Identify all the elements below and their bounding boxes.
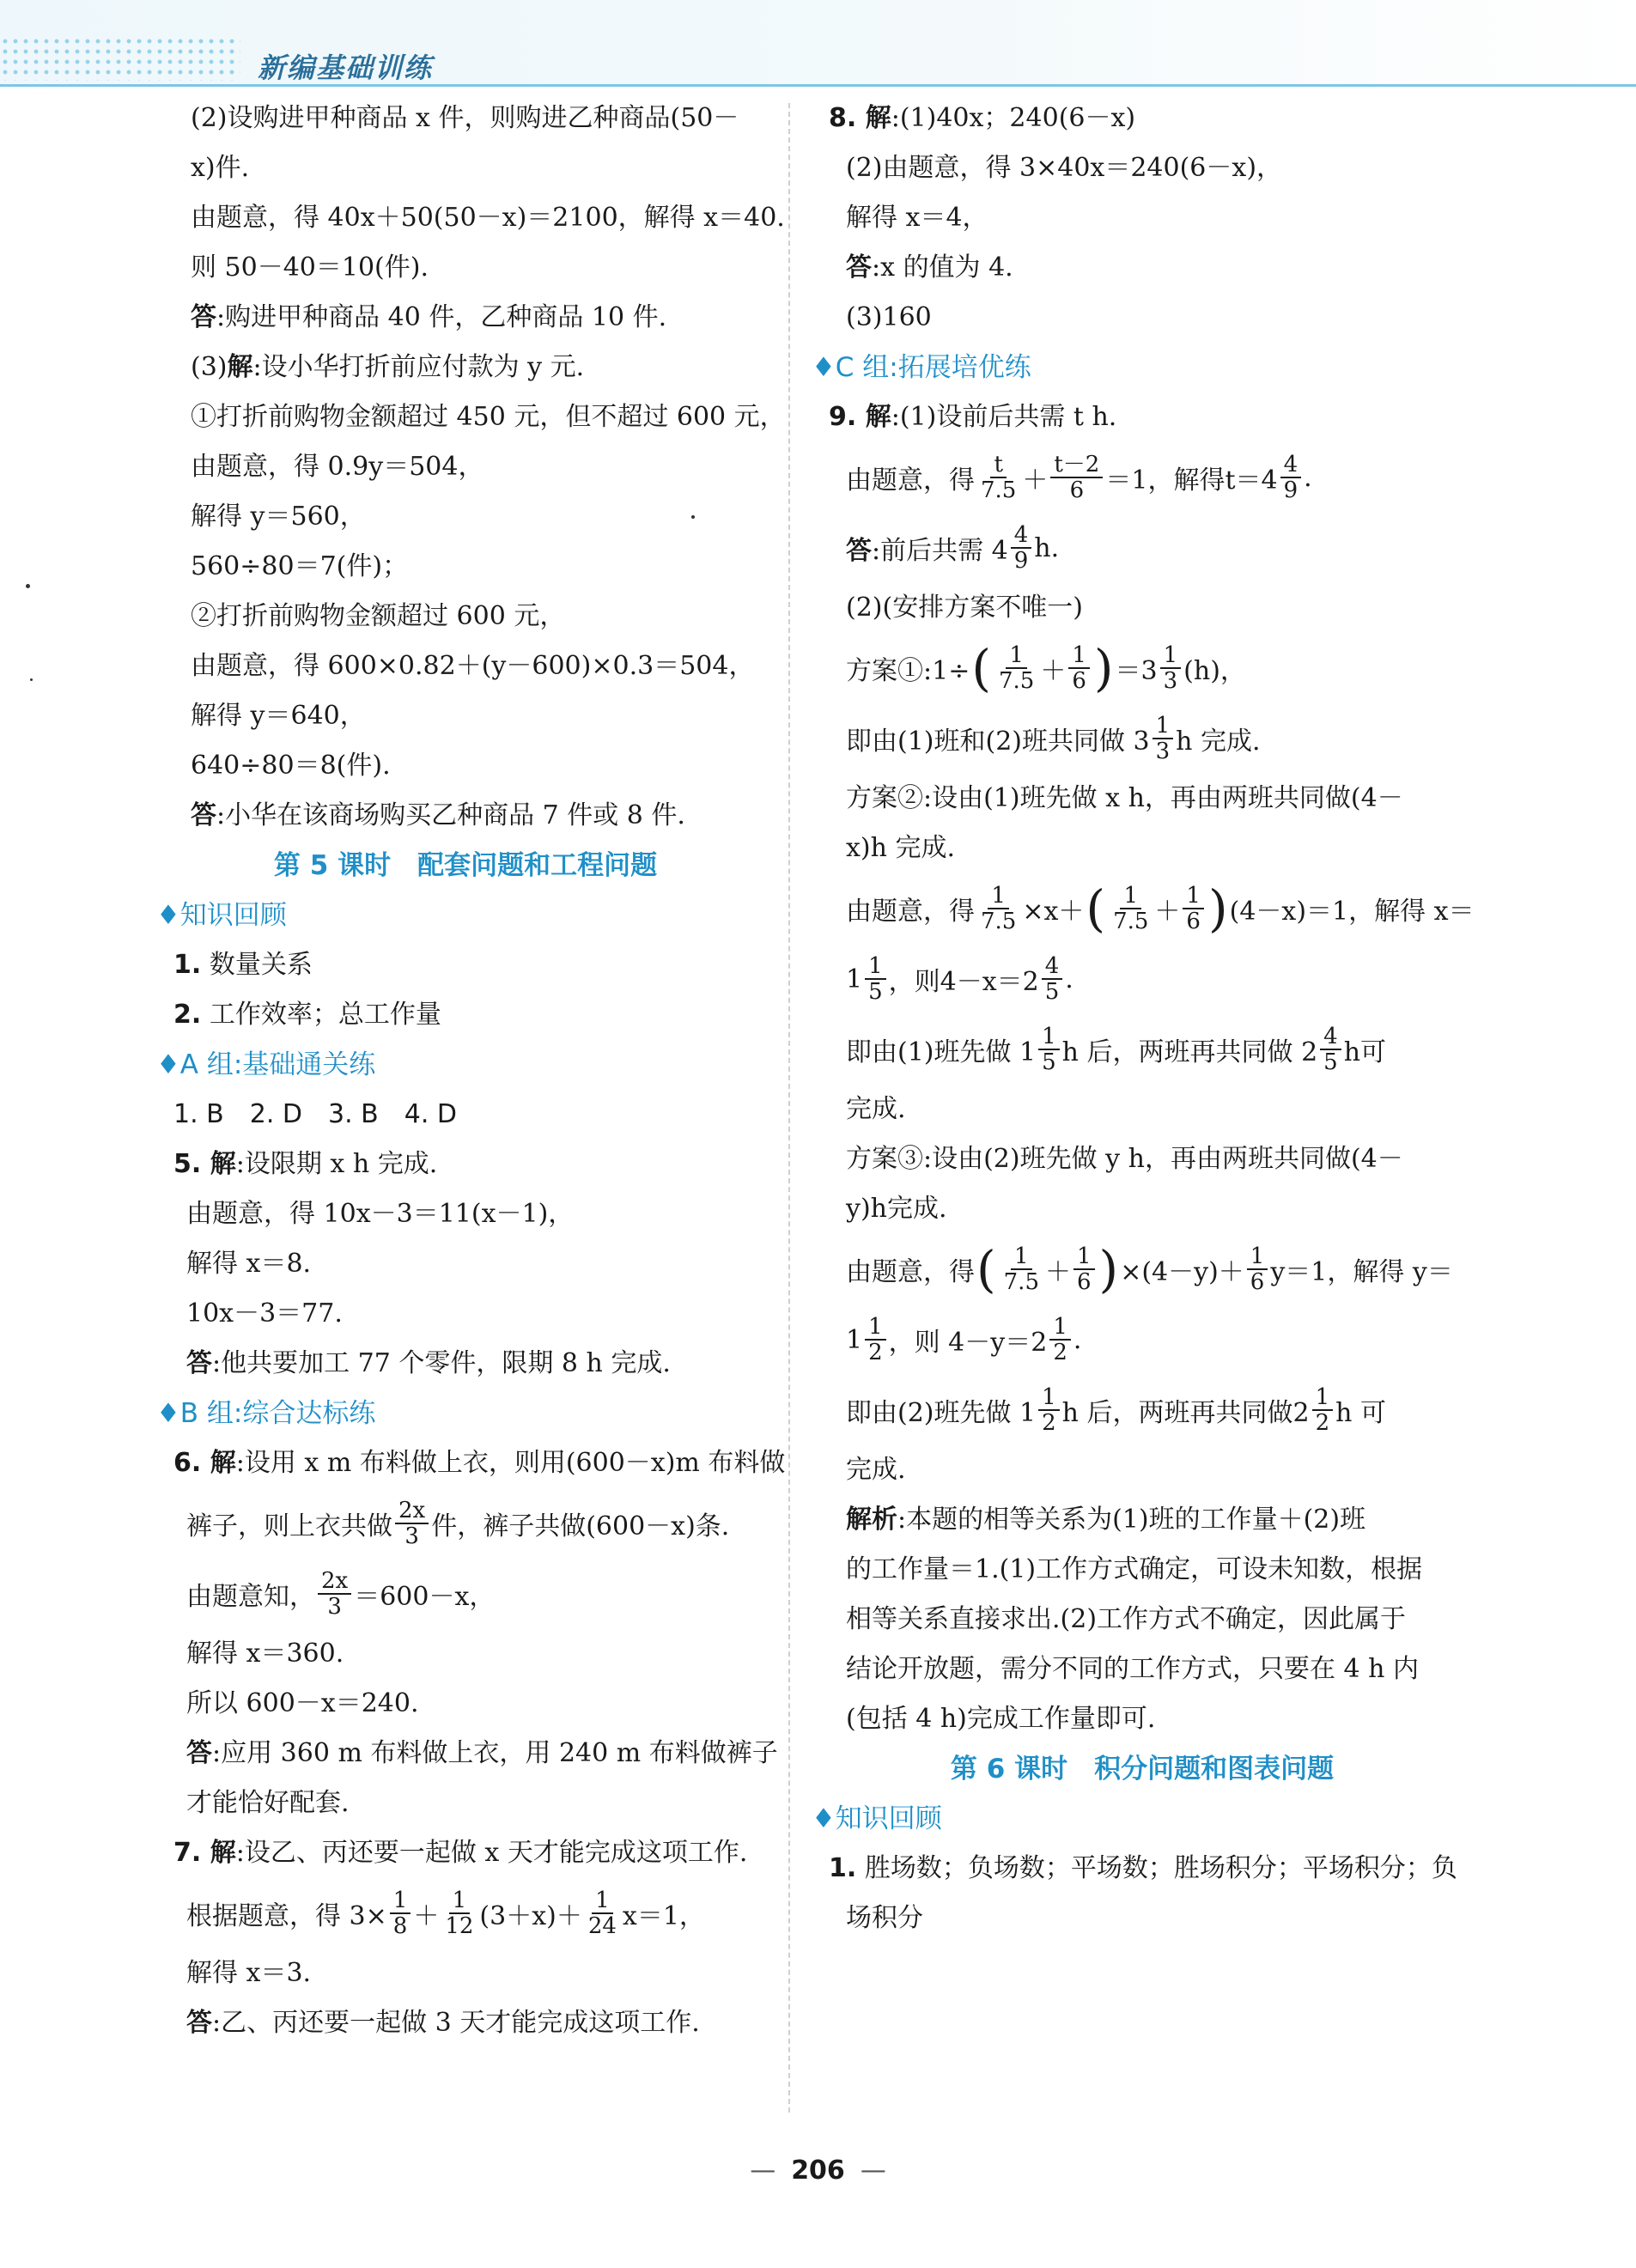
answer-label: 答 — [186, 2008, 212, 2038]
item-number: 1. — [173, 950, 202, 980]
denominator: 3 — [327, 1594, 342, 1620]
answer-text: :应用 360 m 布料做上衣，用 240 m 布料做裤子 — [212, 1738, 778, 1768]
section-heading-review: ♦知识回顾 — [156, 900, 287, 931]
denominator: 3 — [404, 1523, 419, 1549]
text-line — [812, 1024, 1473, 1075]
text-segment: x＝1， — [622, 1901, 705, 1931]
analysis-label: 解析 — [846, 1505, 897, 1535]
analysis-line: 的工作量＝1.(1)工作方式确定，可设未知数，根据 — [846, 1554, 1423, 1584]
numerator: 1 — [1183, 884, 1204, 909]
answer-label: 答 — [846, 252, 872, 283]
text-line — [812, 953, 1473, 1005]
numerator: 1 — [1152, 714, 1174, 739]
numerator: 1 — [1247, 1244, 1268, 1270]
analysis-line: 结论开放题，需分不同的工作方式，只要在 4 h 内 — [846, 1654, 1420, 1684]
numerator: 1 — [1068, 643, 1090, 669]
list-item — [812, 1853, 1473, 1884]
answer-label: 答 — [186, 1348, 212, 1378]
answer-list: 1. B 2. D 3. B 4. D — [173, 1099, 457, 1129]
answer-label: 答 — [191, 800, 216, 830]
text-line: 所以 600－x＝240. — [186, 1688, 419, 1718]
text-line: 才能恰好配套. — [186, 1788, 350, 1818]
text-segment: ＋ — [1022, 465, 1049, 496]
question-line — [812, 103, 1473, 134]
left-column — [156, 103, 786, 2058]
text-segment: :前后共需 4 — [872, 536, 1008, 566]
text-line: (3)160 — [846, 302, 932, 332]
text-line — [812, 879, 1475, 938]
section-heading-group-b: ♦B 组:综合达标练 — [156, 1398, 376, 1429]
fraction — [1320, 1025, 1341, 1074]
denominator: 7.5 — [981, 477, 1017, 503]
part-label: (3) — [191, 352, 228, 382]
list-item — [156, 950, 775, 981]
right-paren: ) — [1207, 879, 1228, 938]
analysis-line: 相等关系直接求出.(2)工作方式不确定，因此属于 — [846, 1604, 1407, 1634]
question-number: 7. — [173, 1838, 202, 1868]
scan-speck — [30, 678, 33, 681]
item-text: 数量关系 — [201, 950, 313, 980]
numerator: 1 — [865, 1315, 886, 1341]
text-segment: 1 — [846, 964, 863, 994]
numerator: 1 — [1006, 643, 1027, 669]
answer-label: 答 — [191, 302, 216, 332]
text-line: 场积分 — [846, 1903, 923, 1933]
text-line: 解得 x＝8. — [186, 1249, 312, 1279]
text-line: 由题意，得 10x－3＝11(x－1)， — [186, 1199, 575, 1229]
question-number: 5. — [173, 1149, 202, 1179]
answer-line — [156, 800, 775, 831]
text-line: ①打折前购物金额超过 450 元，但不超过 600 元， — [191, 402, 786, 432]
numerator: 1 — [592, 1888, 613, 1914]
right-column — [812, 103, 1473, 1953]
text-line: 由题意，得 0.9y＝504， — [191, 452, 484, 482]
text-line: (2)设购进甲种商品 x 件，则购进乙种商品(50－ — [191, 103, 739, 133]
fraction — [1068, 643, 1090, 693]
numerator: 1 — [1312, 1385, 1334, 1411]
text-line: 解得 y＝560， — [191, 502, 366, 532]
text-segment: ，则 4－y＝2 — [888, 1328, 1048, 1358]
solution-text: :(1)40x；240(6－x) — [891, 103, 1136, 133]
numerator: 4 — [1042, 954, 1063, 980]
solution-label: 解 — [227, 352, 253, 382]
analysis-line: (包括 4 h)完成工作量即可. — [846, 1704, 1156, 1734]
plan-2-line: 方案②:设由(1)班先做 x h，再由两班共同做(4－ — [846, 783, 1403, 813]
text-segment: ＋ — [413, 1901, 440, 1931]
fraction — [1073, 1244, 1095, 1294]
fraction — [1312, 1385, 1334, 1435]
text-segment: . — [1304, 462, 1312, 493]
text-segment: 方案①:1÷ — [846, 656, 970, 686]
page-number — [0, 2156, 1636, 2186]
section-heading-group-c: ♦C 组:拓展培优练 — [812, 352, 1031, 383]
text-line — [812, 1240, 1473, 1298]
fraction — [865, 1315, 886, 1365]
text-line — [812, 1384, 1473, 1436]
answer-text: :乙、丙还要一起做 3 天才能完成这项工作. — [212, 2008, 700, 2038]
text-segment: ＋ — [1154, 897, 1181, 927]
text-segment: h可 — [1343, 1037, 1387, 1067]
item-text: 工作效率；总工作量 — [201, 1000, 441, 1030]
denominator: 6 — [1069, 477, 1085, 503]
question-line — [156, 1838, 775, 1869]
text-line: ②打折前购物金额超过 600 元， — [191, 601, 566, 631]
numerator: 1 — [390, 1888, 411, 1914]
page-dash: — — [750, 2156, 776, 2186]
text-segment: 1 — [846, 1324, 863, 1355]
item-number: 1. — [829, 1853, 857, 1883]
question-line — [156, 1149, 775, 1180]
text-line: 解得 x＝4， — [846, 203, 988, 233]
text-segment: (3＋x)＋ — [479, 1901, 582, 1931]
text-line: (2)(安排方案不唯一) — [846, 593, 1083, 623]
fraction — [1183, 884, 1204, 933]
denominator: 2 — [1042, 1410, 1056, 1436]
denominator: 9 — [1013, 548, 1029, 574]
fraction — [441, 1888, 477, 1938]
lesson-title-5: 第 5 课时 配套问题和工程问题 — [273, 850, 658, 881]
denominator: 5 — [1044, 979, 1060, 1005]
fraction — [1110, 884, 1152, 933]
numerator: 2x — [318, 1569, 351, 1595]
answer-text: :购进甲种商品 40 件，乙种商品 10 件. — [216, 302, 667, 332]
solution-text: :设小华打折前应付款为 y 元. — [252, 352, 585, 382]
right-paren: ) — [1093, 639, 1114, 697]
header-band — [0, 0, 1636, 87]
question-line — [156, 1448, 786, 1479]
section-heading-group-a: ♦A 组:基础通关练 — [156, 1049, 376, 1080]
numerator: t — [990, 453, 1006, 478]
answer-text: :他共要加工 77 个零件，限期 8 h 完成. — [212, 1348, 671, 1378]
text-segment: ＝3 — [1115, 656, 1158, 686]
answer-line — [156, 2008, 775, 2039]
solution-label: 解 — [201, 1838, 236, 1868]
denominator: 5 — [1042, 1049, 1056, 1075]
text-segment: 即由(2)班先做 1 — [846, 1398, 1037, 1428]
item-text: 胜场数；负场数；平场数；胜场积分；平场积分；负 — [856, 1853, 1457, 1883]
text-segment: . — [1073, 1324, 1082, 1355]
page-dash: — — [860, 2156, 886, 2186]
denominator: 7.5 — [981, 909, 1017, 934]
text-line: 完成. — [846, 1094, 906, 1124]
answer-line — [812, 522, 1473, 574]
fraction — [977, 884, 1019, 933]
text-segment: h 后，两班再共同做2 — [1061, 1398, 1310, 1428]
text-line — [156, 1498, 775, 1549]
denominator: 7.5 — [998, 668, 1035, 694]
text-segment: ×x＋ — [1022, 897, 1085, 927]
text-line: 解得 y＝640， — [191, 701, 366, 731]
numerator: 1 — [1038, 1025, 1060, 1050]
fraction — [1160, 643, 1182, 693]
header-dot-pattern — [0, 36, 240, 81]
analysis-text: :本题的相等关系为(1)班的工作量＋(2)班 — [897, 1505, 1366, 1535]
denominator: 7.5 — [1003, 1269, 1039, 1295]
denominator: 3 — [1155, 739, 1171, 764]
numerator: 1 — [865, 954, 886, 980]
text-segment: 由题意，得 — [846, 1257, 975, 1287]
denominator: 7.5 — [1113, 909, 1149, 934]
denominator: 2 — [868, 1340, 883, 1365]
scan-speck — [26, 584, 30, 588]
text-segment: (4－x)＝1，解得 x＝ — [1229, 897, 1475, 927]
text-line: x)h 完成. — [846, 833, 956, 863]
text-line: (2)由题意，得 3×40x＝240(6－x)， — [846, 153, 1283, 183]
text-segment: 根据题意，得 3× — [186, 1901, 387, 1931]
text-segment: ＝1，解得t＝4 — [1105, 465, 1278, 496]
numerator: 1 — [449, 1888, 471, 1914]
solution-text: :设乙、丙还要一起做 x 天才能完成这项工作. — [235, 1838, 748, 1868]
text-segment: ，则4－x＝2 — [888, 967, 1039, 997]
text-segment: 即由(1)班先做 1 — [846, 1037, 1037, 1067]
text-segment: ＋ — [1045, 1257, 1071, 1287]
solution-label: 解 — [856, 402, 891, 432]
lesson-title-6: 第 6 课时 积分问题和图表问题 — [950, 1754, 1335, 1785]
fraction — [395, 1499, 429, 1548]
text-segment: 由题意知， — [186, 1582, 315, 1612]
numerator: 1 — [1038, 1385, 1060, 1411]
fraction — [1038, 1025, 1060, 1074]
text-segment: 件，裤子共做(600－x)条. — [431, 1511, 730, 1541]
text-segment: 由题意，得 — [846, 465, 975, 496]
fraction — [1038, 1385, 1060, 1435]
text-line — [812, 713, 1473, 764]
denominator: 24 — [587, 1913, 617, 1939]
question-line — [812, 402, 1473, 433]
denominator: 6 — [1250, 1269, 1265, 1295]
list-item — [156, 1000, 775, 1031]
solution-label: 解 — [201, 1149, 236, 1179]
text-segment: y＝1，解得 y＝ — [1270, 1257, 1453, 1287]
solution-text: :(1)设前后共需 t h. — [891, 402, 1117, 432]
text-line: 560÷80＝7(件)； — [191, 551, 409, 581]
fraction — [865, 954, 886, 1004]
answer-text: :小华在该商场购买乙种商品 7 件或 8 件. — [216, 800, 685, 830]
text-segment: h 完成. — [1176, 727, 1261, 757]
answer-line — [156, 1738, 778, 1769]
fraction — [1011, 523, 1032, 573]
solution-label: 解 — [856, 103, 891, 133]
header-title: 新编基础训练 — [258, 52, 434, 84]
text-segment: h. — [1034, 532, 1060, 563]
denominator: 6 — [1077, 1269, 1092, 1295]
numerator: 1 — [1073, 1244, 1095, 1270]
fraction — [585, 1888, 620, 1938]
analysis-line — [812, 1505, 1473, 1535]
denominator: 6 — [1186, 909, 1201, 934]
answer-line — [812, 252, 1473, 283]
text-segment: 即由(1)班和(2)班共同做 3 — [846, 727, 1150, 757]
text-line: 640÷80＝8(件). — [191, 751, 391, 781]
question-number: 9. — [829, 402, 857, 432]
text-line — [812, 452, 1473, 503]
fraction — [1050, 453, 1103, 502]
denominator: 6 — [1072, 668, 1086, 694]
answer-label: 答 — [186, 1738, 212, 1768]
answer-line — [156, 1348, 775, 1379]
column-divider — [788, 103, 790, 2113]
fraction — [1042, 954, 1063, 1004]
section-heading-review: ♦知识回顾 — [812, 1803, 942, 1834]
fraction — [995, 643, 1037, 693]
text-line: x)件. — [191, 153, 250, 183]
denominator: 2 — [1315, 1410, 1330, 1436]
text-segment: h 后，两班再共同做 2 — [1061, 1037, 1318, 1067]
text-line: 则 50－40＝10(件). — [191, 252, 429, 283]
denominator: 12 — [445, 1913, 474, 1939]
fraction — [1280, 453, 1302, 502]
numerator: 1 — [1160, 643, 1182, 669]
denominator: 9 — [1283, 477, 1298, 503]
question-number: 6. — [173, 1448, 202, 1478]
denominator: 3 — [1163, 668, 1178, 694]
text-line — [156, 1888, 775, 1939]
text-segment: h 可 — [1335, 1398, 1387, 1428]
denominator: 2 — [1053, 1340, 1067, 1365]
plan-1-line — [812, 639, 1473, 697]
fraction — [1247, 1244, 1268, 1294]
text-line: 由题意，得 40x＋50(50－x)＝2100，解得 x＝40. — [191, 203, 785, 233]
left-paren: ( — [1086, 879, 1106, 938]
text-segment: (h)， — [1183, 656, 1246, 686]
text-segment: 裤子，则上衣共做 — [186, 1511, 392, 1541]
fraction — [1049, 1315, 1071, 1365]
numerator: 4 — [1280, 453, 1302, 478]
numerator: 1 — [1049, 1315, 1071, 1341]
plan-3-line: 方案③:设由(2)班先做 y h，再由两班共同做(4－ — [846, 1144, 1403, 1174]
numerator: 4 — [1011, 523, 1032, 549]
text-line — [812, 1314, 1473, 1365]
text-line: y)h完成. — [846, 1194, 947, 1224]
denominator: 5 — [868, 979, 883, 1005]
text-segment: ＋ — [1040, 656, 1067, 686]
question-number: 8. — [829, 103, 857, 133]
text-line: 完成. — [846, 1455, 906, 1485]
text-line: 10x－3＝77. — [186, 1298, 343, 1329]
text-line — [156, 352, 775, 383]
numerator: 1 — [1120, 884, 1141, 909]
fraction — [1152, 714, 1174, 763]
denominator: 5 — [1323, 1049, 1338, 1075]
text-segment: ＝600－x， — [354, 1582, 496, 1612]
page-number-value: 206 — [791, 2156, 845, 2186]
text-line: 由题意，得 600×0.82＋(y－600)×0.3＝504， — [191, 651, 755, 681]
text-line: 解得 x＝360. — [186, 1639, 344, 1669]
numerator: 2x — [395, 1499, 429, 1524]
fraction — [318, 1569, 351, 1619]
fraction — [977, 453, 1019, 502]
right-paren: ) — [1098, 1240, 1119, 1298]
answer-line — [156, 302, 775, 333]
numerator: t－2 — [1050, 453, 1103, 478]
text-segment: ×(4－y)＋ — [1120, 1257, 1244, 1287]
text-segment: 由题意，得 — [846, 897, 975, 927]
left-paren: ( — [971, 639, 991, 697]
answer-label: 答 — [846, 536, 872, 566]
fraction — [390, 1888, 411, 1938]
denominator: 8 — [392, 1913, 408, 1939]
solution-text: :设用 x m 布料做上衣，则用(600－x)m 布料做 — [235, 1448, 786, 1478]
left-paren: ( — [976, 1240, 996, 1298]
text-line — [156, 1568, 775, 1620]
numerator: 1 — [1011, 1244, 1032, 1270]
fraction — [1000, 1244, 1043, 1294]
numerator: 4 — [1320, 1025, 1341, 1050]
text-line: 解得 x＝3. — [186, 1958, 312, 1988]
text-segment: . — [1065, 964, 1073, 994]
solution-label: 解 — [201, 1448, 236, 1478]
answer-text: :x 的值为 4. — [872, 252, 1013, 283]
numerator: 1 — [988, 884, 1009, 909]
item-number: 2. — [173, 1000, 202, 1030]
solution-text: :设限期 x h 完成. — [235, 1149, 438, 1179]
